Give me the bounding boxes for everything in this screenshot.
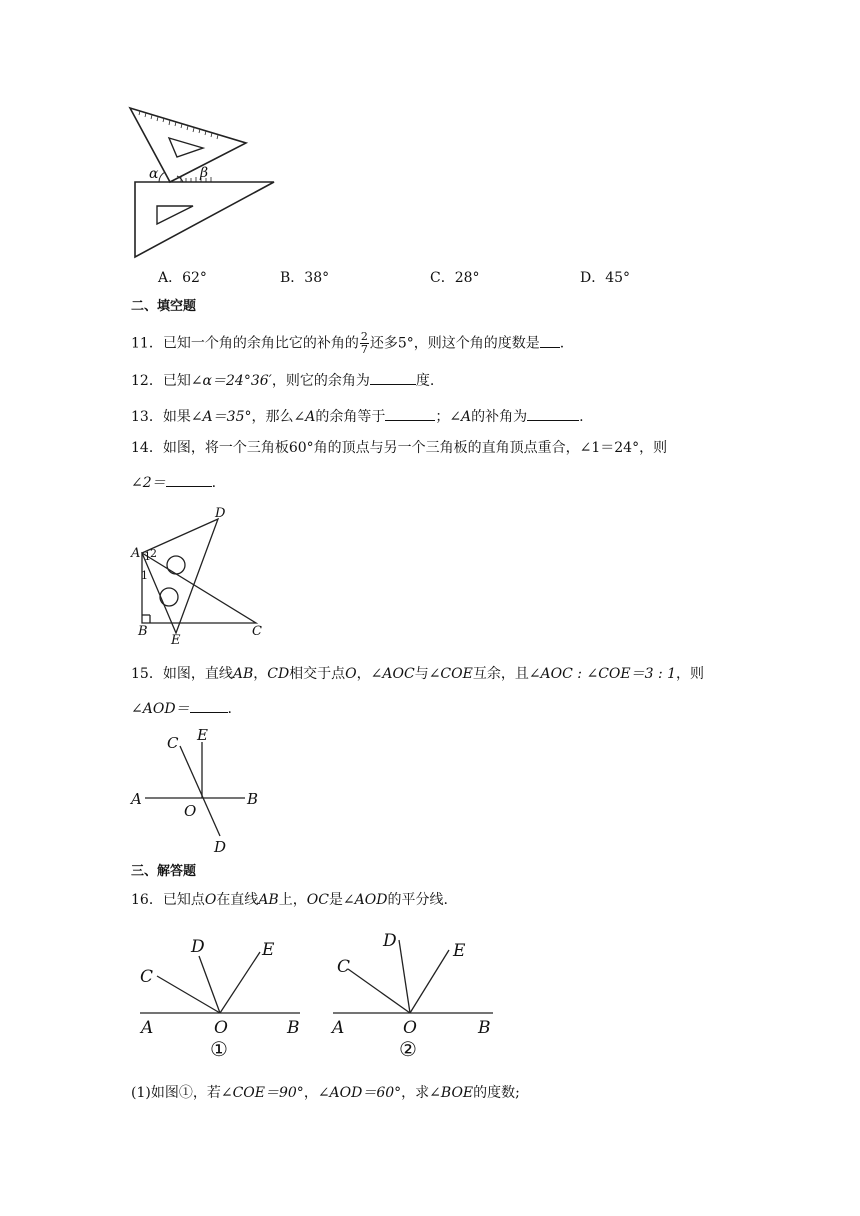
fraction-2-7: $\frac{2}{7}$: [360, 330, 368, 356]
svg-text:D: D: [191, 937, 205, 957]
answer-blank[interactable]: [370, 370, 416, 385]
question-13: 13．如果∠A＝35°，那么∠A的余角等于 ；∠A的补角为 .: [131, 406, 584, 427]
question-15-line1: 15．如图，直线AB，CD相交于点O，∠AOC与∠COE互余，且∠AOC : ∠COE＝3 : 1，则: [131, 666, 705, 682]
svg-text:A: A: [131, 546, 141, 561]
intersecting-lines-figure-q15: [130, 724, 270, 854]
svg-text:O: O: [184, 802, 197, 820]
svg-text:O: O: [214, 1018, 228, 1038]
question-11: 11．已知一个角的余角比它的补角的 $\frac{2}{7}$ 还多5°，则这个角的度数是 .: [131, 330, 565, 356]
svg-text:1: 1: [144, 550, 151, 563]
svg-text:B: B: [247, 790, 259, 808]
svg-text:1: 1: [141, 569, 148, 582]
svg-text:O: O: [403, 1018, 417, 1038]
svg-text:C: C: [140, 967, 154, 987]
question-16-part-1: (1)如图①，若∠COE＝90°，∠AOD＝60°，求∠BOE的度数;: [131, 1085, 520, 1101]
svg-text:2: 2: [150, 547, 157, 560]
svg-text:B: B: [287, 1018, 300, 1038]
angle-figure-1: [135, 930, 310, 1065]
svg-text:E: E: [453, 941, 466, 961]
answer-blank[interactable]: [166, 472, 212, 487]
svg-text:C: C: [167, 734, 179, 752]
answer-blank[interactable]: [190, 698, 228, 713]
svg-text:①: ①: [210, 1037, 228, 1061]
svg-text:②: ②: [399, 1037, 417, 1061]
beta-label: β: [200, 165, 209, 181]
svg-text:D: D: [214, 838, 227, 856]
option-c: C．28°: [430, 270, 480, 286]
svg-text:C: C: [252, 624, 262, 639]
triangle-figure-q14: [130, 505, 270, 648]
option-d: D．45°: [580, 270, 631, 286]
question-15-line2: ∠AOD＝ .: [131, 698, 232, 719]
svg-text:D: D: [215, 506, 226, 521]
answer-blank[interactable]: [527, 406, 579, 421]
svg-text:D: D: [383, 931, 397, 951]
svg-text:B: B: [478, 1018, 491, 1038]
svg-text:A: A: [141, 1018, 154, 1038]
svg-text:A: A: [332, 1018, 345, 1038]
question-12: 12．已知∠α＝24°36′，则它的余角为 度.: [131, 370, 434, 391]
section-3-title: 三、解答题: [131, 864, 197, 879]
question-14-line1: 14．如图，将一个三角板60°角的顶点与另一个三角板的直角顶点重合，∠1＝24°，则: [131, 440, 668, 456]
answer-blank[interactable]: [540, 333, 560, 348]
set-square-figure: [125, 100, 285, 265]
svg-text:E: E: [262, 940, 275, 960]
question-14-line2: ∠2＝ .: [131, 472, 216, 493]
svg-text:E: E: [171, 633, 181, 648]
option-b: B．38°: [280, 270, 330, 286]
svg-text:B: B: [138, 624, 148, 639]
svg-text:E: E: [197, 726, 208, 744]
svg-text:C: C: [337, 957, 351, 977]
answer-blank[interactable]: [385, 406, 435, 421]
angle-figure-2: [325, 930, 500, 1065]
svg-text:A: A: [131, 790, 142, 808]
alpha-label: α: [149, 166, 159, 182]
section-2-title: 二、填空题: [131, 299, 197, 314]
option-a: A．62°: [158, 270, 207, 286]
question-16: 16．已知点O在直线AB上，OC是∠AOD的平分线.: [131, 892, 448, 908]
